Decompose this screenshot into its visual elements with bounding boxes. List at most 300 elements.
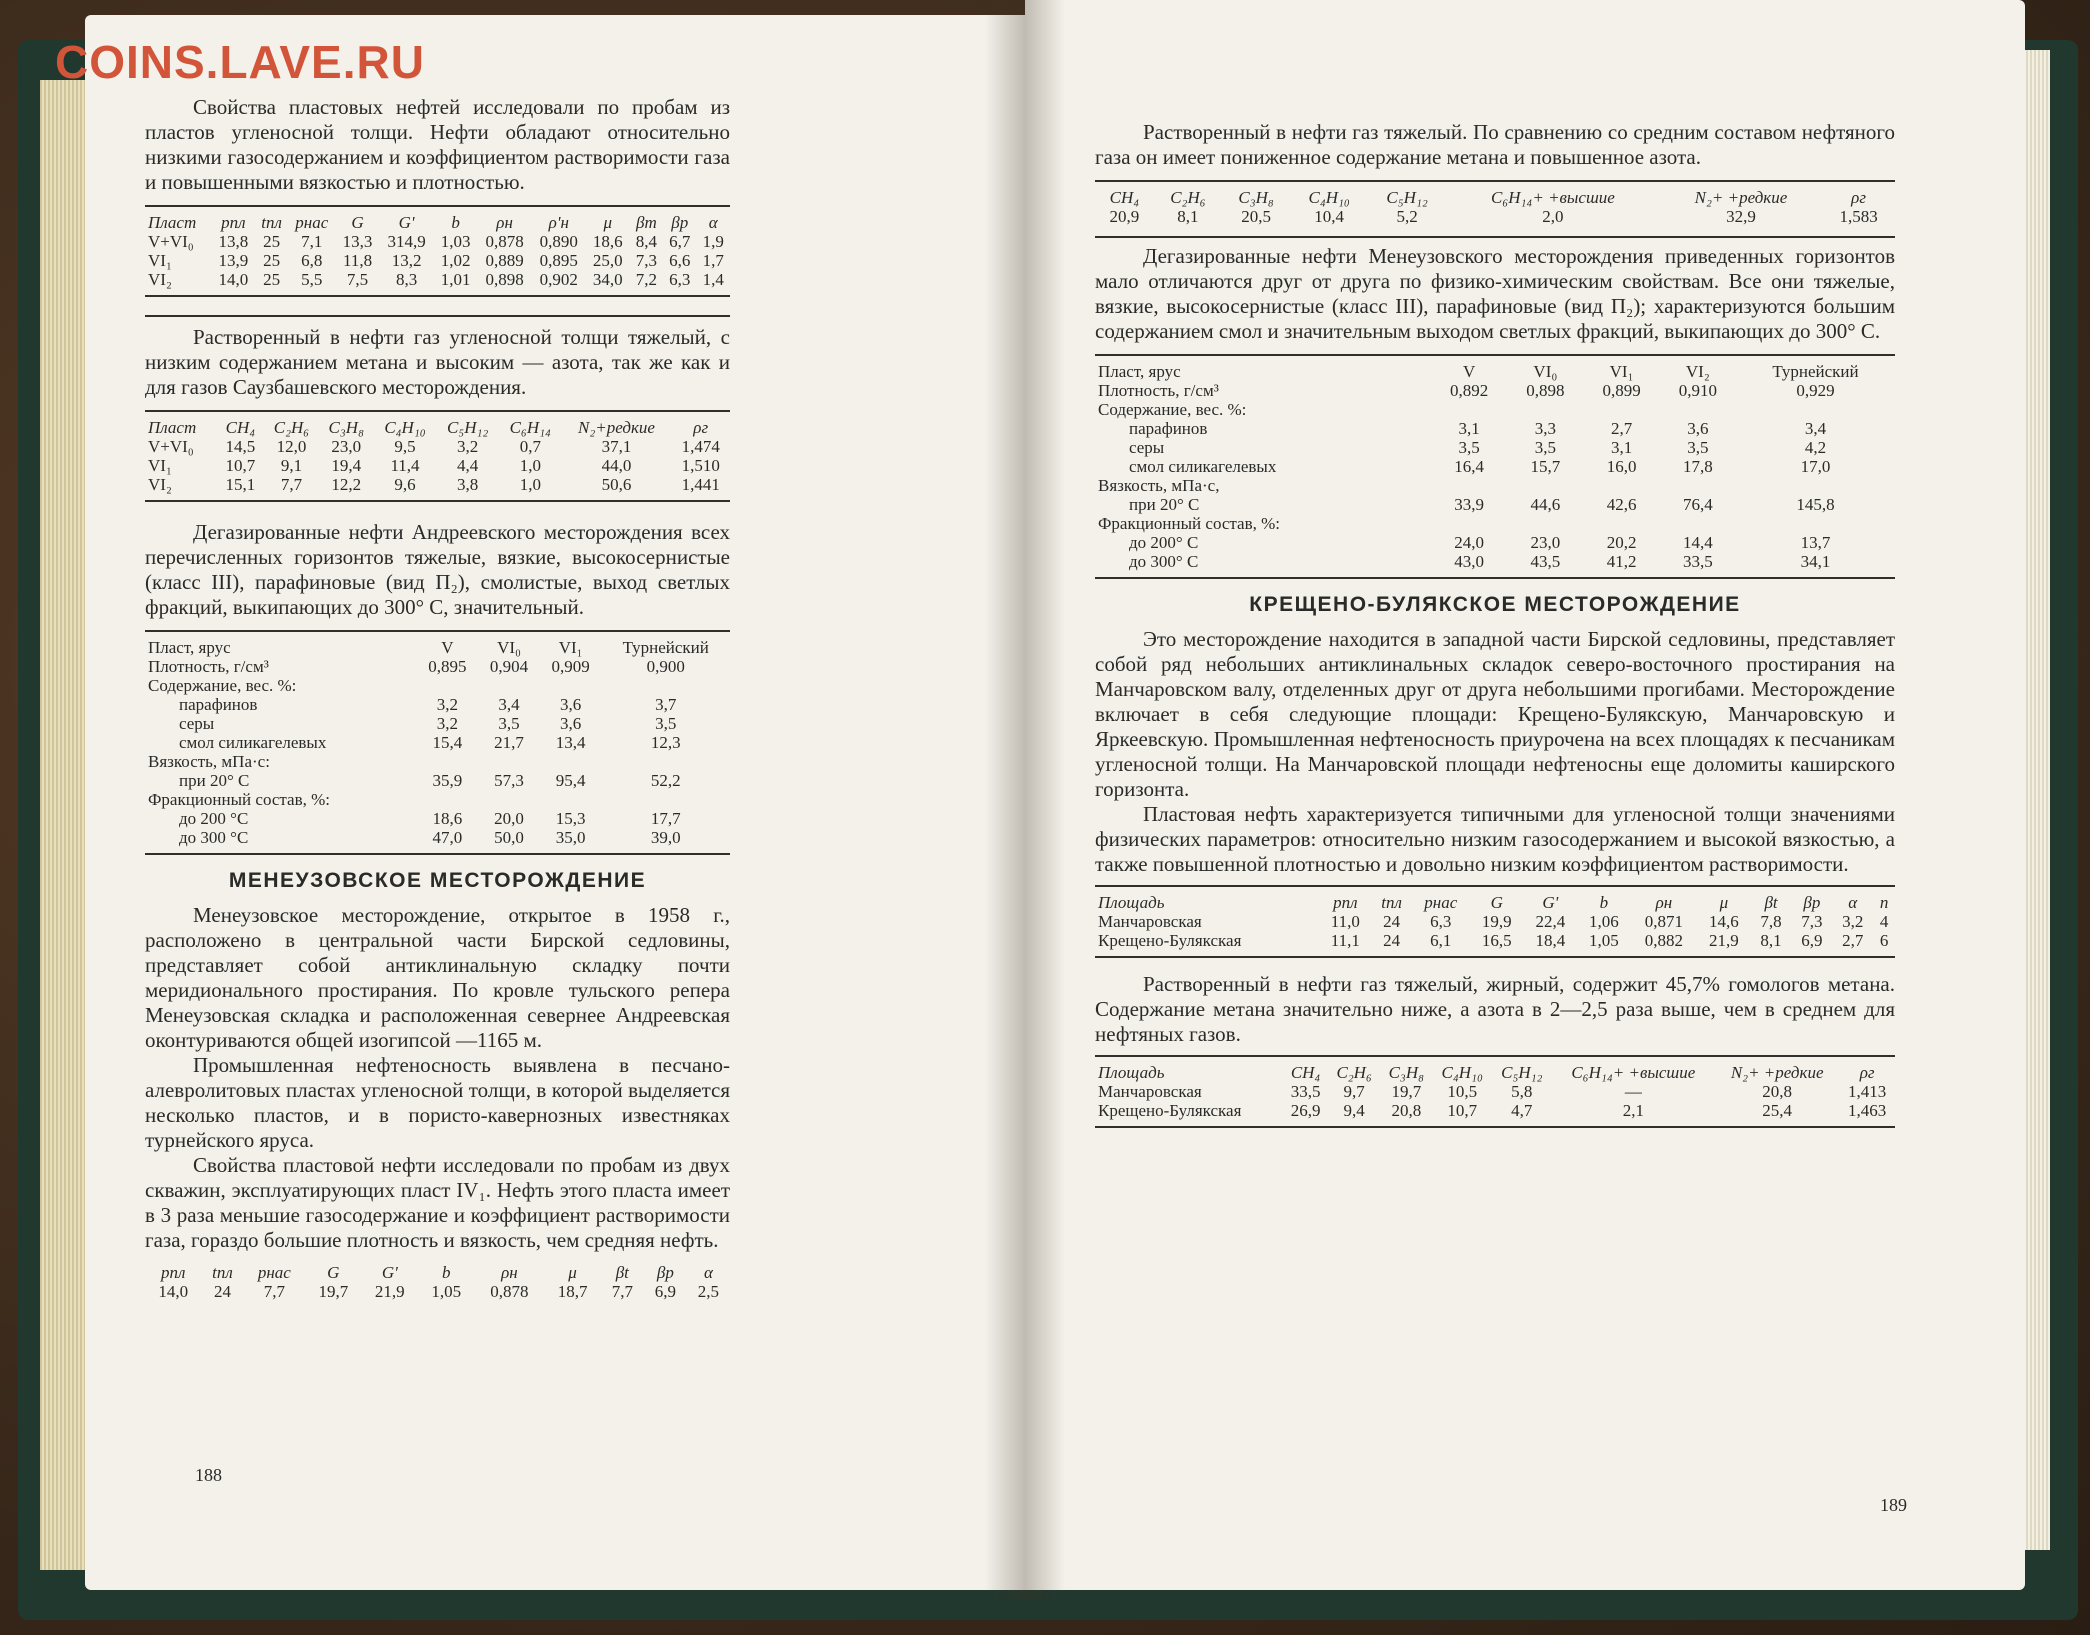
table-cell: 13,3 — [342, 232, 373, 251]
left-para-3: Дегазированные нефти Андреевского месторождения всех перечисленных горизонтов тяжелые, вязкие, высокосернистые (класс III), парафиновые (вид П₂), смолистые, выход светлых фракций, выкипающих до 300° С, значительный. — [145, 520, 730, 619]
table-cell: 4,7 — [1511, 1101, 1533, 1120]
watermark: COINS.LAVE.RU — [55, 36, 425, 88]
table-cell: 4 — [1879, 912, 1889, 931]
table-cell: C₂H₆ — [273, 418, 310, 437]
table-cell: 3,1 — [1610, 438, 1633, 457]
table-cell: 24 — [1383, 912, 1401, 931]
table-cell: 8,1 — [1760, 931, 1782, 950]
table-cell: VI₁ — [148, 251, 172, 270]
left-table-1 — [145, 213, 730, 289]
table-cell: 3,5 — [1687, 438, 1709, 457]
table-cell: μ — [568, 1263, 577, 1282]
table-cell: pпл — [161, 1263, 186, 1282]
table-cell: ρг — [1859, 1063, 1875, 1082]
table-cell: 14,0 — [218, 270, 249, 289]
table-cell: VI₂ — [148, 475, 172, 494]
table-cell: 1,7 — [702, 251, 724, 270]
rule — [1095, 885, 1895, 887]
table-cell: 16,0 — [1606, 457, 1637, 476]
table-cell: C₆H₁₄ — [509, 418, 551, 437]
table-header — [145, 418, 730, 437]
table-cell: 145,8 — [1796, 495, 1835, 514]
table-cell: 0,882 — [1644, 931, 1683, 950]
table-cell: 34,1 — [1800, 552, 1831, 571]
table-row — [1095, 419, 1895, 438]
table-cell: 41,2 — [1606, 552, 1637, 571]
table-cell: C₂H₆ — [1336, 1063, 1372, 1082]
table-row — [1095, 207, 1895, 226]
table-cell: pнас — [295, 213, 329, 232]
right-para-3: Это месторождение находится в западной части Бирской седловины, представляет собой ряд небольших антиклинальных складок северо-восточного простирания на Манчаровском валу, отделенных друг от друга небольшими прогибами. Месторождение включает в себя следующие площади: Крещено-Булякскую, Манчаровскую и Яркеевскую. Промышленная нефтеносность приурочена на всех площадях к песчаникам угленосной толщи. На Манчаровской площади нефтеносны еще доломиты каширского горизонта. — [1095, 627, 1895, 801]
table-cell: Пласт — [148, 213, 197, 232]
table-row — [145, 437, 730, 456]
table-cell: 1,510 — [681, 456, 720, 475]
table-cell — [478, 676, 540, 695]
table-cell: 21,7 — [494, 733, 524, 752]
table-cell: 3,1 — [1458, 419, 1480, 438]
table-cell: 3,3 — [1534, 419, 1556, 438]
right-table-1 — [1095, 188, 1895, 226]
table-cell — [1660, 400, 1736, 419]
table-cell: до 200° С — [1129, 533, 1199, 552]
table-header — [1095, 893, 1895, 912]
table-cell: Плотность, г/см³ — [148, 657, 269, 676]
table-cell — [1507, 400, 1583, 419]
table-cell: 3,6 — [1687, 419, 1709, 438]
table-cell — [540, 790, 602, 809]
table-cell: 6,8 — [301, 251, 323, 270]
right-para-1: Растворенный в нефти газ тяжелый. По сравнению со средним составом нефтяного газа он имеет пониженное содержание метана и повышенное азота. — [1095, 120, 1895, 169]
table-cell: Турнейский — [1772, 362, 1859, 381]
rule — [145, 205, 730, 207]
table-cell: 7,7 — [611, 1282, 633, 1301]
table-cell: 3,5 — [1458, 438, 1480, 457]
table-cell: 18,6 — [432, 809, 463, 828]
table-row — [1095, 438, 1895, 457]
table-cell: 7,7 — [263, 1282, 285, 1301]
table-row — [145, 270, 730, 289]
table-cell: 15,1 — [225, 475, 256, 494]
table-cell: 21,9 — [374, 1282, 405, 1301]
table-row — [1095, 400, 1895, 419]
table-cell: 11,0 — [1330, 912, 1360, 931]
table-cell: 44,0 — [601, 456, 632, 475]
table-cell: 14,4 — [1682, 533, 1713, 552]
table-cell: 11,1 — [1330, 931, 1360, 950]
table-cell: Пласт, ярус — [1098, 362, 1181, 381]
table-cell: 8,1 — [1177, 207, 1199, 226]
rule — [145, 410, 730, 412]
table-cell: 13,2 — [391, 251, 422, 270]
table-cell: 14,6 — [1708, 912, 1739, 931]
table-cell: 3,5 — [655, 714, 677, 733]
table-cell: 7,3 — [635, 251, 658, 270]
table-cell — [1583, 514, 1659, 533]
rule — [1095, 1055, 1895, 1057]
table-cell: α — [703, 1263, 713, 1282]
table-cell: 11,8 — [342, 251, 373, 270]
table-cell — [1431, 476, 1507, 495]
table-cell: Крещено-Булякская — [1098, 931, 1242, 950]
table-header — [145, 638, 730, 657]
table-cell: 76,4 — [1682, 495, 1713, 514]
table-cell — [1736, 514, 1895, 533]
rule — [145, 853, 730, 855]
table-cell — [478, 790, 540, 809]
table-cell: 17,7 — [650, 809, 681, 828]
table-cell: pнас — [1424, 893, 1458, 912]
table-cell: 6,6 — [669, 251, 691, 270]
table-cell: 3,7 — [655, 695, 677, 714]
rule — [145, 500, 730, 502]
table-cell: V+VI₀ — [148, 232, 194, 251]
table-row — [1095, 533, 1895, 552]
table-cell: C₃H₈ — [1238, 188, 1274, 207]
section-heading: МЕНЕУЗОВСКОЕ МЕСТОРОЖДЕНИЕ — [228, 869, 647, 892]
page-number: 188 — [195, 1465, 222, 1485]
table-cell: C₃H₈ — [1388, 1063, 1425, 1082]
table-cell: 1,03 — [440, 232, 471, 251]
page-number: 189 — [1880, 1495, 1907, 1515]
table-row — [1095, 476, 1895, 495]
table-cell: Содержание, вес. %: — [1098, 400, 1247, 419]
table-cell: Вязкость, мПа·с, — [1098, 476, 1220, 495]
table-cell: ρг — [1851, 188, 1866, 207]
table-cell — [540, 676, 602, 695]
table-cell — [601, 790, 730, 809]
table-cell: 52,2 — [650, 771, 681, 790]
table-cell: Турнейский — [622, 638, 709, 657]
table-cell: 10,4 — [1314, 207, 1345, 226]
table-cell: 35,9 — [432, 771, 463, 790]
table-cell: 8,3 — [395, 270, 418, 289]
table-cell: βp — [656, 1263, 674, 1282]
table-cell: b — [1599, 893, 1609, 912]
table-row — [145, 456, 730, 475]
table-cell: 0,909 — [551, 657, 590, 676]
table-cell: 21,9 — [1708, 931, 1739, 950]
table-row — [145, 790, 730, 809]
table-cell: 25 — [263, 270, 281, 289]
table-cell: при 20° С — [1129, 495, 1200, 514]
table-cell: до 300° С — [1129, 552, 1199, 571]
rule — [1095, 956, 1895, 958]
table-cell: 0,898 — [485, 270, 524, 289]
table-cell: — — [1624, 1082, 1642, 1101]
table-cell: 22,4 — [1535, 912, 1566, 931]
table-cell — [1507, 476, 1583, 495]
left-para-1: Свойства пластовых нефтей исследовали по пробам из пластов угленосной толщи. Нефти обладают относительно низкими газосодержанием и коэффициентом растворимости газа и повышенными вязкостью и плотностью. — [145, 95, 730, 194]
table-cell: 50,0 — [494, 828, 524, 847]
table-cell: 19,7 — [1391, 1082, 1422, 1101]
table-cell: VI₀ — [497, 638, 521, 657]
table-header — [1095, 1063, 1895, 1082]
table-cell: N₂+редкие — [578, 418, 655, 437]
table-cell: 0,878 — [490, 1282, 529, 1301]
table-cell: μ — [1719, 893, 1729, 912]
left-table-2 — [145, 418, 730, 494]
table-cell: C₆H₁₄+ +высшие — [1571, 1063, 1696, 1082]
table-cell: 0,7 — [519, 437, 541, 456]
table-cell: tпл — [212, 1263, 233, 1282]
table-cell: 7,7 — [280, 475, 303, 494]
table-cell: pпл — [1333, 893, 1358, 912]
table-row — [1095, 552, 1895, 571]
table-cell: 1,463 — [1848, 1101, 1887, 1120]
rule — [145, 630, 730, 632]
table-cell: 13,7 — [1800, 533, 1831, 552]
table-cell: 2,0 — [1542, 207, 1564, 226]
table-row — [145, 475, 730, 494]
table-row — [145, 733, 730, 752]
table-cell: 39,0 — [650, 828, 681, 847]
table-cell: 25,4 — [1762, 1101, 1793, 1120]
table-cell: G' — [398, 213, 415, 232]
table-cell: 3,5 — [1534, 438, 1556, 457]
table-cell: до 300 °С — [179, 828, 249, 847]
table-row — [1095, 495, 1895, 514]
table-cell: ρн — [496, 213, 513, 232]
rule — [1095, 236, 1895, 238]
table-cell — [1507, 514, 1583, 533]
table-cell: 2,5 — [697, 1282, 720, 1301]
left-para-4: Менеузовское месторождение, открытое в 1958 г., расположено в центральной части Бирской седловины, представляет собой антиклинальную складку почти меридионального простирания. По кровле тульского репера Менеузовская складка и расположенная севернее Андреевская оконтуриваются общей изогипсой —1165 м. — [145, 903, 730, 1052]
table-cell: 13,4 — [555, 733, 586, 752]
table-cell: 4,4 — [457, 456, 479, 475]
table-cell: 0,904 — [489, 657, 529, 676]
table-cell: C₅H₁₂ — [1386, 188, 1428, 207]
table-row — [1095, 931, 1895, 950]
table-cell: 3,4 — [1804, 419, 1827, 438]
table-cell: G' — [381, 1263, 398, 1282]
table-cell: 44,6 — [1530, 495, 1561, 514]
table-cell — [1660, 514, 1736, 533]
table-cell: Пласт, ярус — [148, 638, 231, 657]
table-cell: V+VI₀ — [148, 437, 194, 456]
table-cell: 0,889 — [485, 251, 524, 270]
table-row — [145, 771, 730, 790]
table-cell: Фракционный состав, %: — [1098, 514, 1281, 533]
table-cell: 23,0 — [331, 437, 362, 456]
table-cell: βp — [1803, 893, 1821, 912]
table-cell: C₆H₁₄+ +высшие — [1491, 188, 1615, 207]
rule — [1095, 180, 1895, 182]
table-cell: 25,0 — [592, 251, 623, 270]
table-cell: G — [327, 1263, 340, 1282]
table-cell: α — [1848, 893, 1858, 912]
table-cell: βt — [1764, 893, 1778, 912]
table-row — [145, 695, 730, 714]
table-cell — [1583, 400, 1659, 419]
table-cell: C₄H₁₀ — [384, 418, 426, 437]
table-cell: 1,06 — [1589, 912, 1619, 931]
table-header — [145, 213, 730, 232]
table-cell: 12,2 — [331, 475, 362, 494]
table-row — [145, 676, 730, 695]
table-cell: tпл — [261, 213, 282, 232]
table-cell: b — [441, 1263, 451, 1282]
table-cell: 20,0 — [494, 809, 524, 828]
table-cell: 13,8 — [218, 232, 249, 251]
table-cell: C₅H₁₂ — [446, 418, 489, 437]
table-cell: 20,8 — [1762, 1082, 1793, 1101]
table-cell: 3,5 — [498, 714, 520, 733]
table-cell: C₄H₁₀ — [1308, 188, 1350, 207]
table-row — [1095, 514, 1895, 533]
table-cell: при 20° С — [179, 771, 250, 790]
table-cell: βp — [671, 213, 689, 232]
rule — [1095, 1126, 1895, 1128]
table-cell: серы — [1129, 438, 1165, 457]
table-cell: VI₁ — [1609, 362, 1634, 381]
table-cell: 3,2 — [436, 714, 459, 733]
table-cell: Площадь — [1098, 1063, 1165, 1082]
left-table-3 — [145, 638, 730, 847]
table-row — [1095, 1101, 1895, 1120]
right-para-5: Растворенный в нефти газ тяжелый, жирный, содержит 45,7% гомологов метана. Содержание метана значительно ниже, а азота в 2—2,5 раза выше, чем в среднем для нефтяных газов. — [1095, 972, 1895, 1046]
table-row — [145, 232, 730, 251]
table-cell: 32,9 — [1726, 207, 1756, 226]
table-cell — [417, 752, 479, 771]
table-cell: Плотность, г/см³ — [1098, 381, 1219, 400]
table-cell: 14,0 — [158, 1282, 189, 1301]
table-cell: ρн — [1655, 893, 1673, 912]
table-cell: смол силикагелевых — [1129, 457, 1277, 476]
table-cell: 24 — [213, 1282, 231, 1301]
table-cell: 0,900 — [646, 657, 685, 676]
table-row — [145, 251, 730, 270]
table-cell: 26,9 — [1290, 1101, 1321, 1120]
table-cell: 23,0 — [1530, 533, 1561, 552]
table-cell: 1,413 — [1848, 1082, 1887, 1101]
table-cell: N₂+ +редкие — [1730, 1063, 1824, 1082]
table-cell: 6,7 — [669, 232, 691, 251]
table-cell: 0,895 — [539, 251, 578, 270]
table-cell: 2,1 — [1622, 1101, 1644, 1120]
table-cell: VI₂ — [148, 270, 172, 289]
table-cell: 1,583 — [1839, 207, 1878, 226]
table-cell: 34,0 — [592, 270, 623, 289]
table-cell: 7,1 — [301, 232, 323, 251]
table-cell: 3,6 — [560, 714, 582, 733]
table-cell: 19,9 — [1481, 912, 1512, 931]
table-row — [1095, 1082, 1895, 1101]
table-cell: серы — [179, 714, 215, 733]
table-row — [1095, 457, 1895, 476]
table-cell: Содержание, вес. %: — [148, 676, 297, 695]
table-cell — [1583, 476, 1659, 495]
table-cell: 9,4 — [1343, 1101, 1365, 1120]
table-row — [1095, 912, 1895, 931]
table-cell: 9,7 — [1343, 1082, 1365, 1101]
rule — [1095, 577, 1895, 579]
table-cell: G — [351, 213, 364, 232]
table-cell: 20,9 — [1109, 207, 1140, 226]
table-cell: Крещено-Булякская — [1098, 1101, 1242, 1120]
table-cell: 33,5 — [1290, 1082, 1321, 1101]
table-cell: Пласт — [148, 418, 197, 437]
rule — [145, 315, 730, 317]
table-cell — [601, 752, 730, 771]
table-cell: V — [441, 638, 454, 657]
table-cell: 8,4 — [635, 232, 658, 251]
table-cell: 0,895 — [428, 657, 467, 676]
table-cell: 47,0 — [432, 828, 463, 847]
table-cell: 24,0 — [1454, 533, 1484, 552]
table-cell — [417, 676, 479, 695]
table-cell: 18,4 — [1535, 931, 1566, 950]
table-cell: 12,3 — [650, 733, 681, 752]
table-cell: Манчаровская — [1098, 912, 1202, 931]
table-cell: VI₁ — [148, 456, 172, 475]
table-row — [1095, 381, 1895, 400]
table-cell: 314,9 — [387, 232, 426, 251]
rule — [145, 295, 730, 297]
section-heading: КРЕЩЕНО-БУЛЯКСКОЕ МЕСТОРОЖДЕНИЕ — [1249, 593, 1741, 616]
table-cell: 19,7 — [318, 1282, 349, 1301]
table-cell: 20,8 — [1391, 1101, 1422, 1120]
table-cell: ρг — [693, 418, 709, 437]
table-cell: n — [1879, 893, 1889, 912]
table-cell: 3,8 — [457, 475, 479, 494]
table-cell: 20,2 — [1606, 533, 1637, 552]
table-cell: 35,0 — [555, 828, 586, 847]
table-cell: 1,02 — [440, 251, 471, 270]
left-para-2: Растворенный в нефти газ угленосной толщи тяжелый, с низким содержанием метана и высоким — азота, так же как и для газов Саузбашевского месторождения. — [145, 325, 730, 399]
table-cell: CH₄ — [1109, 188, 1140, 207]
table-cell — [601, 676, 730, 695]
table-cell: 15,4 — [432, 733, 463, 752]
table-cell — [417, 790, 479, 809]
table-cell: 43,5 — [1530, 552, 1561, 571]
table-cell: 0,892 — [1450, 381, 1489, 400]
table-cell: 0,929 — [1796, 381, 1835, 400]
right-para-4: Пластовая нефть характеризуется типичными для угленосной толщи значениями физических параметров: относительно низким газосодержанием и высокой вязкостью, а также повышенной плотностью и довольно низким коэффициентом растворимости. — [1095, 802, 1895, 876]
table-cell: 6 — [1879, 931, 1889, 950]
table-cell: tпл — [1381, 893, 1402, 912]
table-cell: 10,7 — [1447, 1101, 1478, 1120]
right-table-4 — [1095, 1063, 1895, 1120]
table-cell: 42,6 — [1606, 495, 1637, 514]
table-cell: 16,4 — [1454, 457, 1484, 476]
table-cell: парафинов — [1129, 419, 1208, 438]
table-cell: 9,5 — [394, 437, 416, 456]
table-cell: 37,1 — [601, 437, 632, 456]
table-cell: 1,441 — [681, 475, 720, 494]
rule — [1095, 354, 1895, 356]
left-para-6: Свойства пластовой нефти исследовали по пробам из двух скважин, эксплуатирующих пласт IV₁. Нефть этого пласта имеет в 3 раза меньшие газосодержание и коэффициент растворимости газа, гораздо большие плотность и вязкость, чем средняя нефть. — [145, 1153, 730, 1252]
table-row — [145, 657, 730, 676]
table-header — [145, 1263, 730, 1282]
table-cell: 9,6 — [394, 475, 416, 494]
table-cell: 18,7 — [557, 1282, 588, 1301]
table-cell: 7,5 — [346, 270, 369, 289]
table-cell: 1,05 — [1589, 931, 1619, 950]
table-cell: 7,2 — [635, 270, 658, 289]
table-cell: 0,902 — [539, 270, 578, 289]
table-cell: 0,890 — [539, 232, 578, 251]
left-para-5: Промышленная нефтеносность выявлена в песчано-алевролитовых пластах угленосной толщи, в которой выделяется несколько пластов, и в пористо-кавернозных известняках турнейского яруса. — [145, 1053, 730, 1152]
table-cell: b — [451, 213, 460, 232]
table-cell: 7,3 — [1801, 912, 1823, 931]
table-cell: 2,7 — [1610, 419, 1633, 438]
table-row — [145, 809, 730, 828]
table-cell: C₅H₁₂ — [1501, 1063, 1543, 1082]
table-cell: 1,4 — [702, 270, 724, 289]
table-cell: 0,878 — [485, 232, 524, 251]
left-page-content — [145, 95, 730, 1301]
table-cell: C₂H₆ — [1170, 188, 1206, 207]
